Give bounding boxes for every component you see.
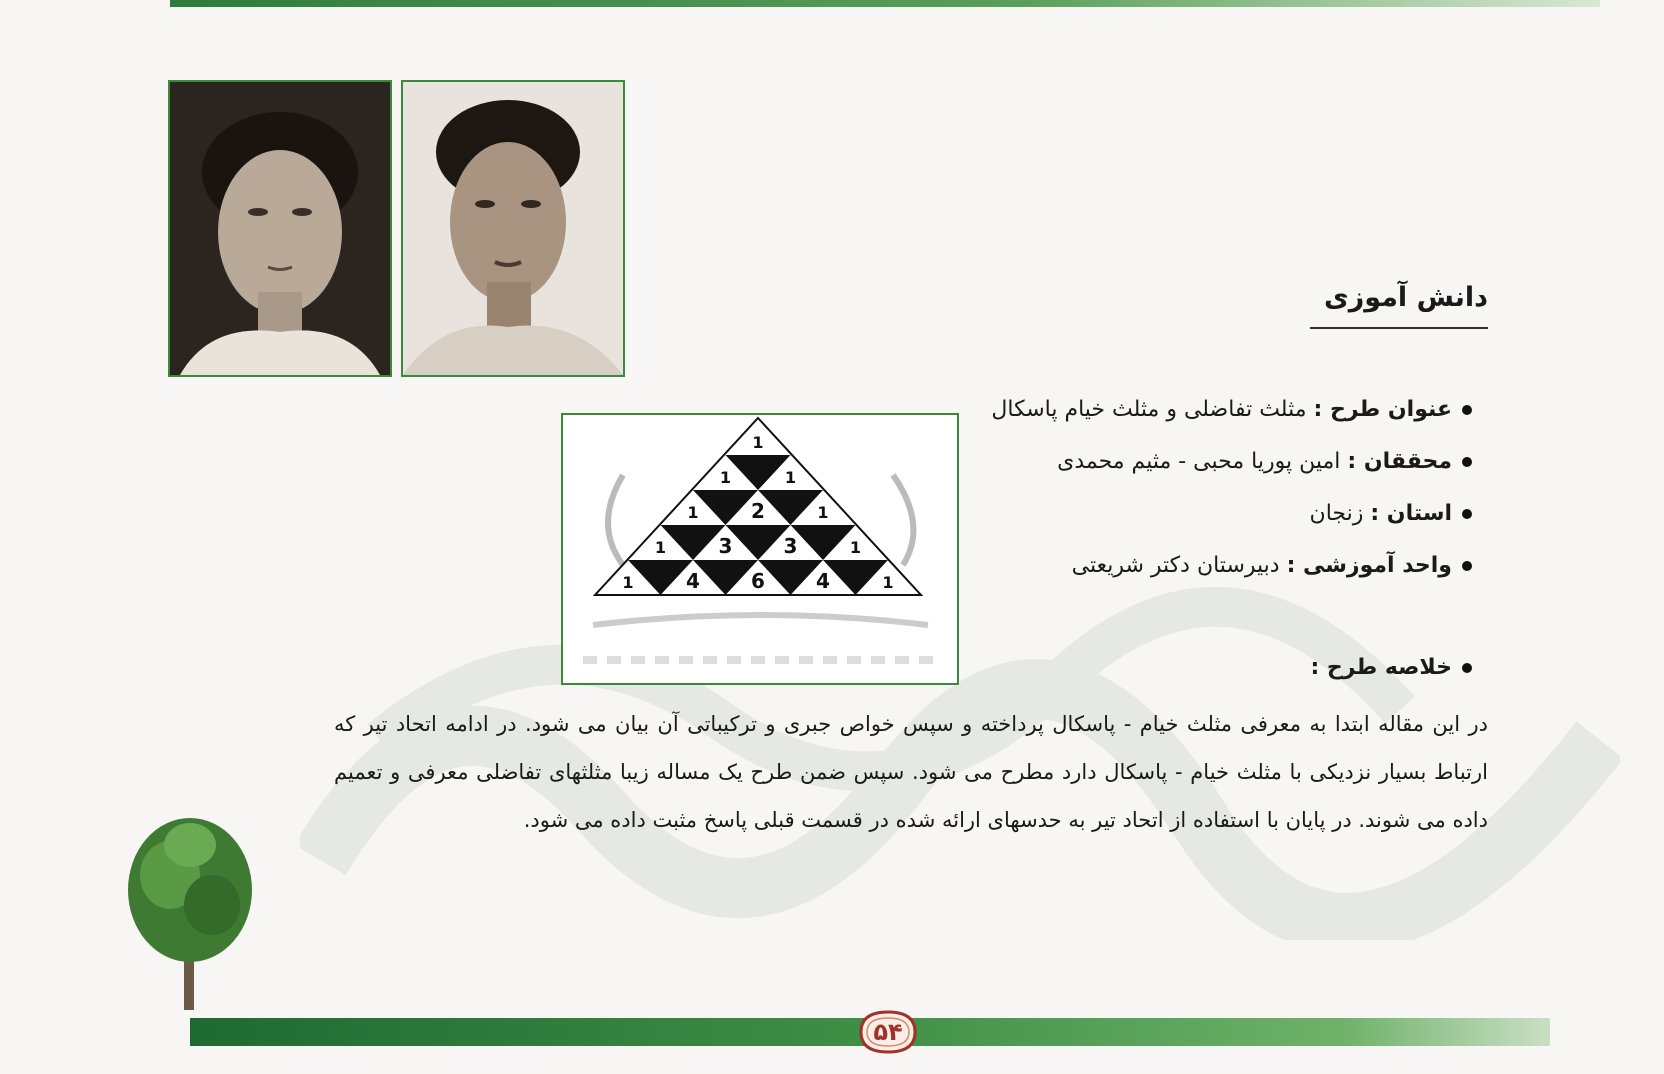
- triangle-cell-value: 4: [686, 569, 700, 593]
- inverted-cell: [628, 560, 693, 595]
- bullet-icon: [1462, 561, 1472, 571]
- top-decorative-bar: [170, 0, 1600, 7]
- inverted-cell: [726, 455, 791, 490]
- info-province: [912, 499, 1472, 551]
- inverted-cell: [823, 560, 888, 595]
- page-number: ۵۴: [873, 1018, 903, 1046]
- triangle-cell-value: 1: [752, 433, 764, 452]
- pascal-triangle-figure: [561, 413, 959, 685]
- triangle-cell-value: 4: [816, 569, 830, 593]
- section-title: دانش آموزی: [1323, 282, 1488, 313]
- inverted-cell: [693, 560, 758, 595]
- inverted-cell: [661, 525, 726, 560]
- tree-illustration: [120, 815, 260, 1015]
- project-title-value: مثلث تفاضلی و مثلث خیام پاسکال: [991, 397, 1307, 422]
- school-label: واحد آموزشی :: [1286, 553, 1452, 578]
- triangle-cell-value: 2: [751, 499, 765, 523]
- triangle-cell-value: 1: [622, 573, 634, 592]
- triangle-cell-value: 6: [751, 569, 765, 593]
- inverted-cell: [758, 560, 823, 595]
- student-photo-2: [401, 80, 625, 377]
- province-value: زنجان: [1309, 501, 1364, 526]
- bullet-icon: [1462, 663, 1472, 673]
- province-label: استان :: [1370, 501, 1452, 526]
- summary-heading: [1310, 655, 1472, 680]
- student-photo-1: [168, 80, 392, 377]
- researchers-value: امین پوریا محبی - مثیم محمدی: [1057, 449, 1341, 474]
- info-school: [912, 551, 1472, 603]
- triangle-cell-value: 1: [882, 573, 894, 592]
- pascal-triangle-svg: [563, 415, 957, 683]
- triangle-cell-value: 3: [718, 534, 733, 558]
- info-researchers: [912, 447, 1472, 499]
- triangle-cell-value: 1: [849, 538, 862, 557]
- inverted-cell: [693, 490, 758, 525]
- info-project-title: [912, 395, 1472, 447]
- school-value: دبیرستان دکتر شریعتی: [1071, 553, 1280, 578]
- section-title-underline: [1310, 327, 1488, 329]
- triangle-cell-value: 3: [783, 534, 798, 558]
- triangle-cell-value: 1: [817, 503, 829, 522]
- researchers-label: محققان :: [1347, 449, 1452, 474]
- bullet-icon: [1462, 457, 1472, 467]
- project-title-label: عنوان طرح :: [1313, 397, 1452, 422]
- inverted-cell: [791, 525, 856, 560]
- inverted-cell: [726, 525, 791, 560]
- inverted-cell: [758, 490, 823, 525]
- bullet-icon: [1462, 509, 1472, 519]
- triangle-cell-value: 1: [654, 538, 667, 557]
- bullet-icon: [1462, 405, 1472, 415]
- project-info-list: [912, 395, 1472, 603]
- triangle-cell-value: 1: [719, 468, 732, 487]
- triangle-cell-value: 1: [687, 503, 699, 522]
- triangle-cell-value: 1: [784, 468, 797, 487]
- summary-heading-text: خلاصه طرح :: [1310, 655, 1452, 680]
- summary-body: در این مقاله ابتدا به معرفی مثلث خیام - پاسکال پرداخته و سپس خواص جبری و ترکیباتی آن بیان می شود. در ادامه اتحاد تیر که ارتباط بسیار نزدیکی با مثلث خیام - پاسکال دارد مطرح می شود. سپس ضمن طرح یک مساله زیبا مثلثهای تفاضلی معرفی و تعمیم داده می شوند. در پایان با استفاده از اتحاد تیر به حدسهای ارائه شده در قسمت قبلی پاسخ مثبت داده می شود.: [334, 712, 1488, 832]
